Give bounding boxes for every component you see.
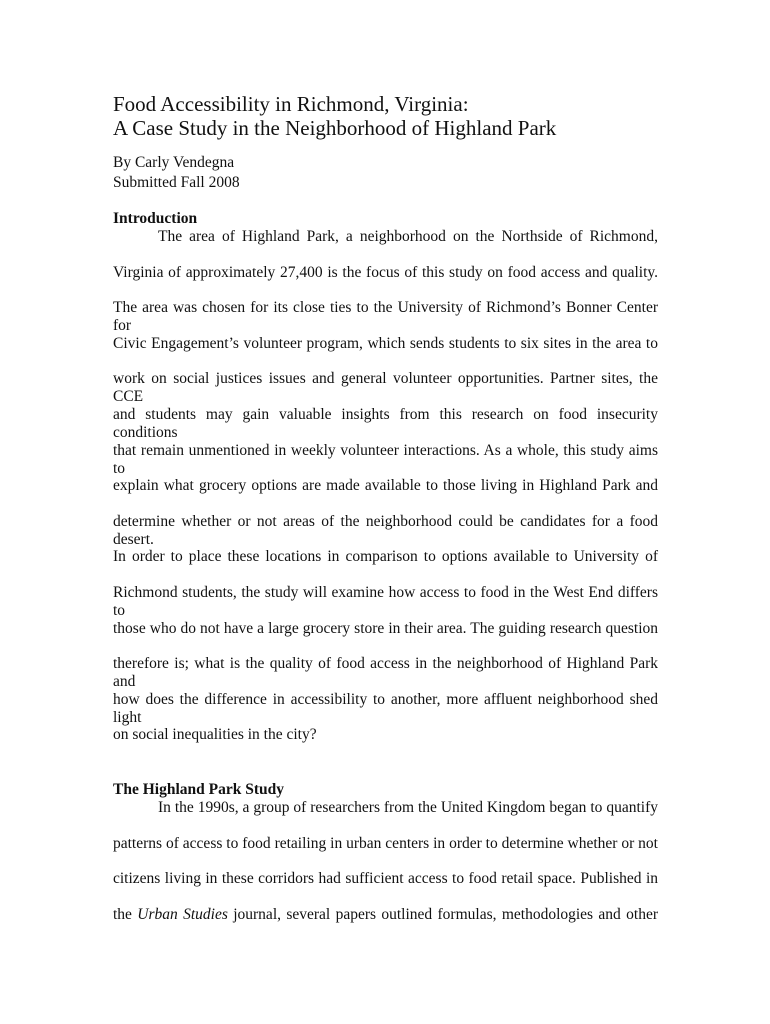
line-suffix: journal, several papers outlined formulas, methodologies and other xyxy=(233,905,659,923)
paragraph-line: Civic Engagement’s volunteer program, which sends students to six sites in the area to xyxy=(113,334,658,352)
paragraph-line: citizens living in these corridors had sufficient access to food retail space. Published in xyxy=(113,870,658,888)
submitted-date: Submitted Fall 2008 xyxy=(113,174,240,191)
author: By Carly Vendegna xyxy=(113,154,235,171)
introduction-paragraph xyxy=(113,228,658,762)
paragraph-line: how does the difference in accessibility to another, more affluent neighborhood shed light xyxy=(113,690,658,726)
highland-park-study-heading: The Highland Park Study xyxy=(113,781,284,798)
paragraph-line: therefore is; what is the quality of food access in the neighborhood of Highland Park and xyxy=(113,655,658,691)
paragraph-line: In the 1990s, a group of researchers from the United Kingdom began to quantify xyxy=(158,799,658,816)
highland-park-study-paragraph xyxy=(113,799,658,941)
paragraph-line: Richmond students, the study will examine how access to food in the West End differs to xyxy=(113,583,658,619)
paragraph-line: patterns of access to food retailing in urban centers in order to determine whether or not xyxy=(113,834,658,852)
paragraph-line: In order to place these locations in comparison to options available to University of xyxy=(113,548,658,566)
paragraph-line: The area was chosen for its close ties to the University of Richmond’s Bonner Center for xyxy=(113,299,658,335)
paragraph-line: that remain unmentioned in weekly volunteer interactions. As a whole, this study aims to xyxy=(113,441,658,477)
paragraph-line: The area of Highland Park, a neighborhood on the Northside of Richmond, xyxy=(158,228,658,245)
paragraph-line: work on social justices issues and general volunteer opportunities. Partner sites, the CCE xyxy=(113,370,658,406)
paragraph-line: explain what grocery options are made available to those living in Highland Park and xyxy=(113,477,658,495)
paragraph-line: Virginia of approximately 27,400 is the focus of this study on food access and quality. xyxy=(113,263,658,281)
paragraph-line: on social inequalities in the city? xyxy=(113,726,317,744)
paragraph-line: and students may gain valuable insights from this research on food insecurity conditions xyxy=(113,405,658,441)
paragraph-line: determine whether or not areas of the neighborhood could be candidates for a food desert. xyxy=(113,512,658,548)
introduction-heading: Introduction xyxy=(113,210,198,227)
paragraph-line: those who do not have a large grocery store in their area. The guiding research question xyxy=(113,619,658,637)
paragraph-line xyxy=(113,906,658,942)
document-title xyxy=(113,92,556,140)
line-prefix: the xyxy=(113,905,132,923)
journal-title: Urban Studies xyxy=(137,905,228,923)
title-line-1: Food Accessibility in Richmond, Virginia: xyxy=(113,92,469,116)
title-line-2: A Case Study in the Neighborhood of Highland Park xyxy=(113,116,557,140)
byline xyxy=(113,153,240,193)
